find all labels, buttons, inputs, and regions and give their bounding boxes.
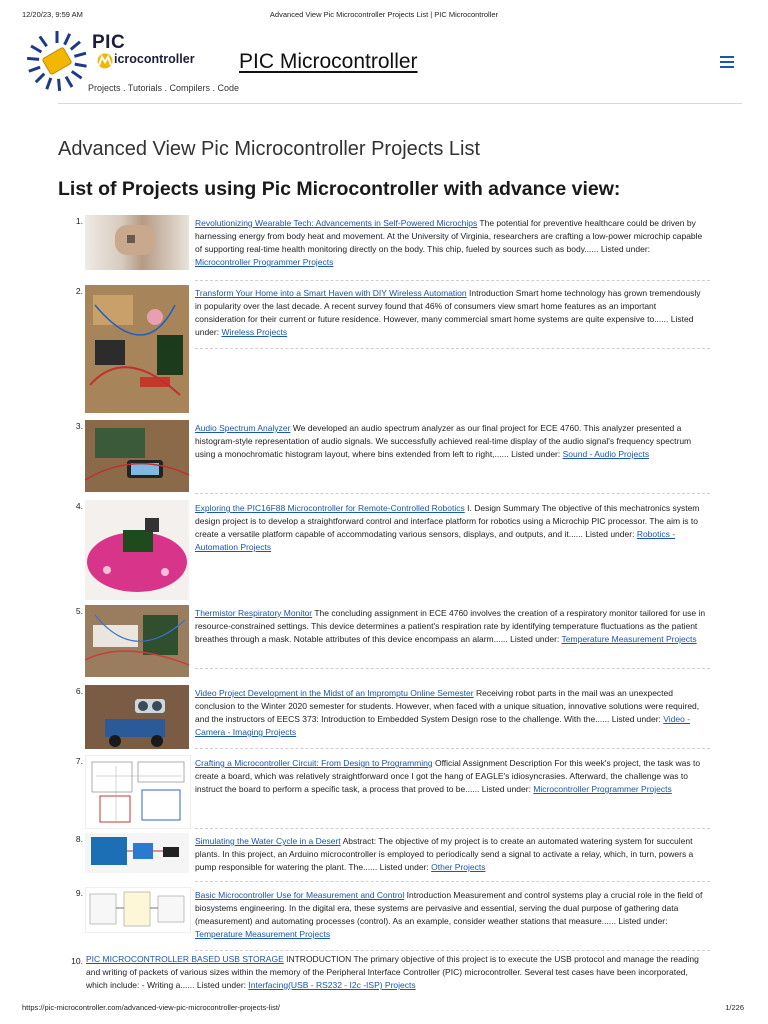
item-number: 6. (75, 686, 83, 696)
project-title-link[interactable]: PIC MICROCONTROLLER BASED USB STORAGE (86, 954, 284, 964)
logo-text-microcontroller: icrocontroller (114, 52, 195, 66)
category-link[interactable]: Video - Camera - Imaging Projects (195, 714, 691, 737)
print-footer (0, 1003, 768, 1017)
microchip-m-icon (96, 53, 114, 69)
item-number: 3. (75, 421, 83, 431)
logo-text-pic: PIC (92, 32, 126, 53)
project-title-link[interactable]: Revolutionizing Wearable Tech: Advancements in Self-Powered Microchips (195, 218, 478, 228)
item-separator (195, 668, 710, 669)
logo-tagline: Projects . Tutorials . Compilers . Code (88, 83, 240, 93)
category-link[interactable]: Other Projects (431, 862, 486, 872)
hamburger-menu-icon[interactable] (720, 56, 734, 68)
item-separator (195, 348, 710, 349)
category-link[interactable]: Wireless Projects (221, 327, 288, 337)
item-separator (195, 828, 710, 829)
project-title-link[interactable]: Transform Your Home into a Smart Haven with DIY Wireless Automation (195, 288, 467, 298)
item-separator (195, 950, 710, 951)
project-description: Audio Spectrum Analyzer We developed an audio spectrum analyzer as our final project for ECE 4760. This analyzer presented a histogram-style representation of audio signals. We successfully achieved real-time display of the audio signal's frequency spectrum using a monochromatic histogram layout, where bins extended from left to right,...... Listed under: Sound - Audio Projects (195, 423, 692, 459)
item-number: 7. (75, 756, 83, 766)
project-title-link[interactable]: Simulating the Water Cycle in a Desert (195, 836, 341, 846)
project-description: Exploring the PIC16F88 Microcontroller for Remote-Controlled Robotics I. Design Summary The objective of this mechatronics system design project is to develop a straightforward control and interface platform for robotics using a Microchip PIC processor. The aim is to create a versatile platform capable of accommodating various sensors, displays, and outputs, and it...... Listed under: Robotics - Automation Projects (195, 503, 700, 552)
project-title-link[interactable]: Video Project Development in the Midst of an Impromptu Online Semester (195, 688, 474, 698)
sunburst-logo-icon (24, 30, 90, 92)
item-number: 8. (75, 834, 83, 844)
section-heading: List of Projects using Pic Microcontroller with advance view: (58, 178, 621, 200)
project-description: Video Project Development in the Midst of an Impromptu Online Semester Receiving robot parts in the mail was an unexpected conclusion to the Winter 2020 semester for students. However, when faced with a unique situation, innovative solutions were required, and the instructors of EECS 373: Introduction to Embedded System Design rose to the challenge. With the...... Listed under: Video - Camera - Imaging Projects (195, 688, 700, 737)
item-separator (195, 493, 710, 494)
item-separator (195, 748, 710, 749)
item-number: 9. (75, 888, 83, 898)
project-description: Crafting a Microcontroller Circuit: From Design to Programming Official Assignment Description For this week's project, the task was to create a board, which was relatively straightforward once I got the hang of EAGLE's idiosyncrasies. Afterward, the challenge was to instruct the board to perform a specific task, a process that proved to be...... Listed under: Microcontroller Programmer Projects (195, 758, 701, 794)
project-title-link[interactable]: Crafting a Microcontroller Circuit: From Design to Programming (195, 758, 433, 768)
category-link[interactable]: Temperature Measurement Projects (561, 634, 697, 644)
project-description: Thermistor Respiratory Monitor The concluding assignment in ECE 4760 involves the creation of a respiratory monitor tailored for use in resource-constrained settings. This device determines a patient's respiration rate by identifying temperature fluctuations as the patient breathes through a mask. Notable attributes of this device encompass an alarm...... Listed under: Temperature Measurement Projects (195, 608, 706, 644)
project-thumbnail[interactable] (85, 755, 191, 829)
project-thumbnail[interactable] (85, 215, 189, 270)
site-header (24, 28, 742, 104)
print-url: https://pic-microcontroller.com/advanced-view-pic-microcontroller-projects-list/ (22, 1003, 280, 1012)
category-link[interactable]: Sound - Audio Projects (562, 449, 650, 459)
category-link[interactable]: Interfacing(USB - RS232 - I2c -ISP) Projects (248, 980, 416, 990)
project-thumbnail[interactable] (85, 605, 189, 677)
project-thumbnail[interactable] (85, 887, 191, 933)
project-description: Basic Microcontroller Use for Measurement and Control Introduction Measurement and control systems play a crucial role in the field of biosystems engineering. In the digital era, these systems are pervasive and essential, serving the dual purpose of gathering data (measurement) and automating processes (control). As an example, consider weather stations that measure...... Listed under: Temperature Measurement Projects (195, 890, 703, 939)
project-thumbnail[interactable] (85, 285, 189, 413)
project-title-link[interactable]: Exploring the PIC16F88 Microcontroller for Remote-Controlled Robotics (195, 503, 465, 513)
category-link[interactable]: Temperature Measurement Projects (195, 929, 331, 939)
category-link[interactable]: Microcontroller Programmer Projects (195, 257, 334, 267)
project-title-link[interactable]: Audio Spectrum Analyzer (195, 423, 291, 433)
header-divider (58, 103, 742, 104)
project-thumbnail[interactable] (85, 833, 189, 873)
project-thumbnail[interactable] (85, 685, 189, 749)
item-number: 1. (75, 216, 83, 226)
item-number: 4. (75, 501, 83, 511)
site-logo[interactable] (24, 28, 240, 98)
category-link[interactable]: Microcontroller Programmer Projects (533, 784, 672, 794)
item-number: 5. (75, 606, 83, 616)
project-thumbnail[interactable] (85, 420, 189, 492)
print-page-number: 1/226 (725, 1003, 744, 1012)
project-description: Transform Your Home into a Smart Haven with DIY Wireless Automation Introduction Smart home technology has grown tremendously in popularity over the last decade. A recent survey found that 46% of consumers view smart home features as an important consideration for their current or future residence. However, many commercial smart home systems are quite expensive to...... Listed under: Wireless Projects (195, 288, 701, 337)
project-thumbnail[interactable] (85, 500, 189, 600)
project-description: Simulating the Water Cycle in a Desert Abstract: The objective of my project is to create an automated watering system for succulent plants. In this project, an Arduino microcontroller is employed to periodically send a signal to activate a relay, which, in turn, powers a pump responsible for watering the plant. The...... Listed under: Other Projects (195, 836, 694, 872)
print-header (0, 10, 768, 24)
project-description: Revolutionizing Wearable Tech: Advancements in Self-Powered Microchips The potential for preventive healthcare could be driven by harnessing energy from body heat and movement. At the University of Virginia, researchers are crafting a low-power microchip capable of supporting real-time health monitoring directly on the body. This chip, fueled by sources such as body...... Listed under: Microcontroller Programmer Projects (195, 218, 703, 267)
project-description: PIC MICROCONTROLLER BASED USB STORAGE INTRODUCTION The primary objective of this project is to execute the USB protocol and manage the reading and writing of packets of various sizes within the memory of the Peripheral Interface Controller (PIC) microcontroller. Several test cases have been incorporated, which include: - Writing a...... Listed under: Interfacing(USB - RS232 - I2c -ISP) Projects (86, 954, 699, 990)
project-title-link[interactable]: Thermistor Respiratory Monitor (195, 608, 313, 618)
category-link[interactable]: Robotics - Automation Projects (195, 529, 676, 552)
item-number: 2. (75, 286, 83, 296)
item-separator (195, 280, 710, 281)
item-number: 10. (71, 956, 83, 966)
item-separator (195, 881, 710, 882)
project-title-link[interactable]: Basic Microcontroller Use for Measurement and Control (195, 890, 405, 900)
print-datetime: 12/20/23, 9:59 AM (22, 10, 83, 19)
page-title: Advanced View Pic Microcontroller Projects List (58, 138, 481, 160)
print-tab-title: Advanced View Pic Microcontroller Projects List | PIC Microcontroller (269, 10, 499, 19)
site-title-link[interactable]: PIC Microcontroller (239, 50, 418, 73)
